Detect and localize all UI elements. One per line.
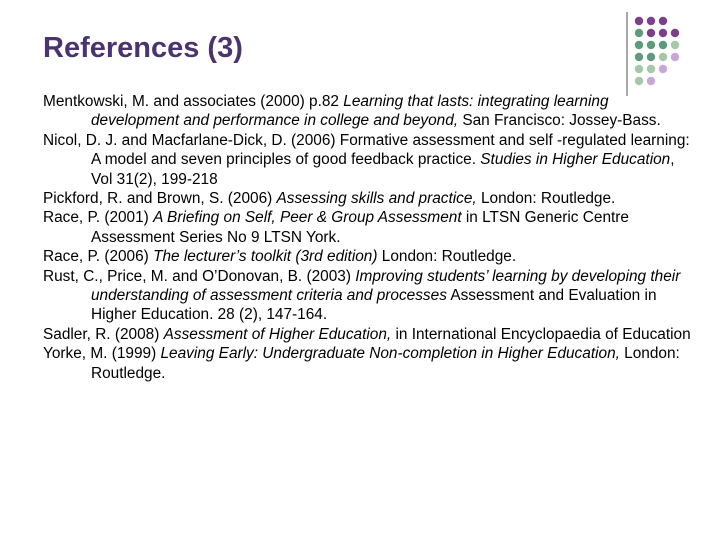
decorative-dot <box>647 53 655 61</box>
reference-item <box>43 208 693 247</box>
decorative-dot <box>635 17 643 25</box>
reference-publisher: London: Routledge. <box>476 190 616 208</box>
decorative-dot <box>635 77 643 85</box>
decorative-dot <box>635 29 643 37</box>
reference-title: Studies in Higher Education <box>480 151 671 169</box>
reference-title: Leaving Early: Undergraduate Non-completion in Higher Education, <box>160 345 620 363</box>
reference-item <box>43 247 693 266</box>
reference-text: Nicol, D. J. and Macfarlane-Dick, D. (2006) Formative assessment and self -regulated learning: A model and seven principles of good feedback practice. <box>43 131 690 169</box>
decorative-dot <box>635 41 643 49</box>
reference-text: Pickford, R. and Brown, S. (2006) <box>43 190 277 208</box>
reference-item <box>43 92 693 131</box>
reference-text: Yorke, M. (1999) <box>43 345 161 363</box>
decorative-dot <box>635 53 643 61</box>
reference-publisher: Assessment and Evaluation in Higher Education. 28 (2), 147-164. <box>91 287 657 324</box>
reference-item <box>43 131 693 189</box>
reference-item <box>43 344 693 383</box>
decorative-divider-line <box>626 12 628 96</box>
decorative-dot <box>647 41 655 49</box>
reference-title: A Briefing on Self, Peer & Group Assessment <box>153 209 462 227</box>
decorative-dot <box>671 41 679 49</box>
reference-publisher: in International Encyclopaedia of Education <box>391 325 691 343</box>
reference-publisher: in LTSN Generic Centre Assessment Series No 9 LTSN York. <box>91 209 629 246</box>
decorative-dot <box>659 65 667 73</box>
decorative-dot <box>647 65 655 73</box>
decorative-dot <box>671 29 679 37</box>
reference-list <box>43 92 693 383</box>
reference-title: Assessing skills and practice, <box>276 190 477 208</box>
reference-item <box>43 267 693 325</box>
reference-text: Mentkowski, M. and associates (2000) p.82 <box>43 93 344 110</box>
reference-text: Sadler, R. (2008) <box>43 325 164 343</box>
reference-item <box>43 325 693 344</box>
reference-title: Learning that lasts: integrating learning development and performance in college and beyond, <box>91 93 609 130</box>
reference-text: Race, P. (2006) <box>43 248 154 266</box>
decorative-dot <box>659 41 667 49</box>
reference-publisher: San Francisco: Jossey-Bass. <box>458 112 661 130</box>
reference-text: Rust, C., Price, M. and O’Donovan, B. (2003) <box>43 267 356 285</box>
decorative-dot <box>659 29 667 37</box>
decorative-dot <box>647 29 655 37</box>
decorative-dot <box>659 53 667 61</box>
reference-publisher: London: Routledge. <box>91 345 680 382</box>
reference-text: Race, P. (2001) <box>43 209 154 227</box>
decorative-dot <box>647 17 655 25</box>
reference-publisher: , Vol 31(2), 199-218 <box>91 151 675 188</box>
reference-title: Assessment of Higher Education, <box>163 325 392 343</box>
reference-publisher: London: Routledge. <box>377 248 517 266</box>
slide-title: References (3) <box>43 32 243 64</box>
decorative-dot <box>671 53 679 61</box>
decorative-dot <box>635 65 643 73</box>
reference-title: The lecturer’s toolkit (3rd edition) <box>153 248 378 266</box>
reference-title: Improving students’ learning by developing their understanding of assessment criteria and processes <box>91 267 681 305</box>
decorative-dot-grid <box>634 16 694 86</box>
decorative-dot <box>659 17 667 25</box>
decorative-dot <box>647 77 655 85</box>
reference-item <box>43 189 693 208</box>
